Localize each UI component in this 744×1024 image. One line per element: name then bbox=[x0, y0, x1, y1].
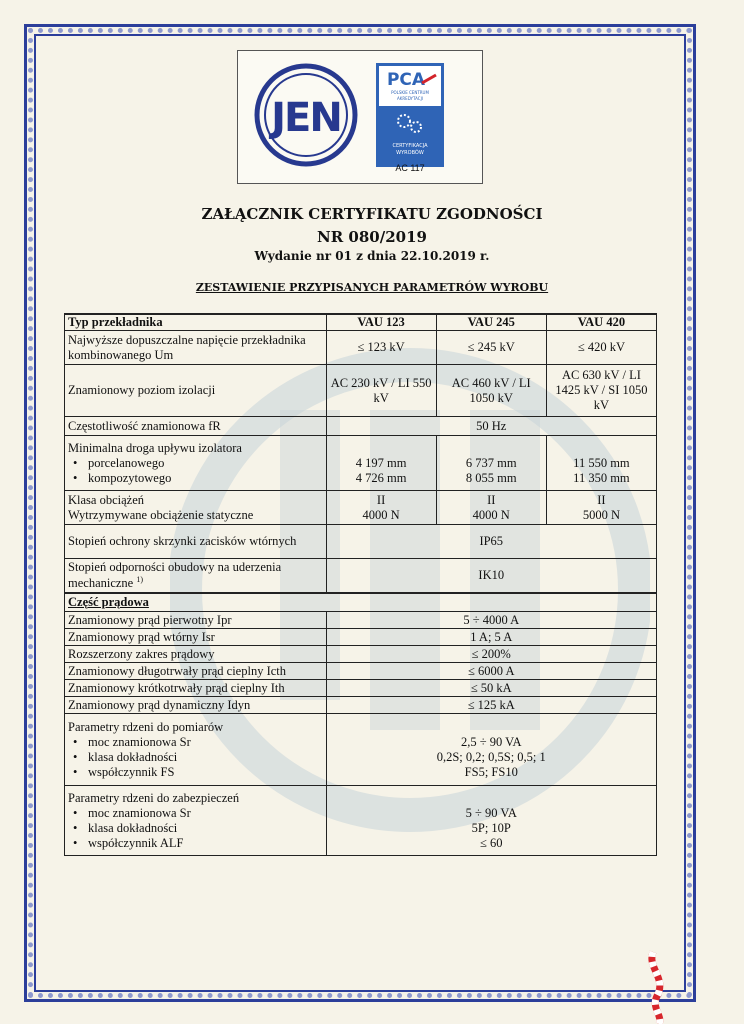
row-label-text: Stopień odporności obudowy na uderzenia mechaniczne bbox=[68, 559, 282, 590]
header-vau123: VAU 123 bbox=[326, 314, 436, 331]
table-row bbox=[65, 559, 657, 593]
cell-line: 8 055 mm bbox=[465, 470, 517, 485]
cell-line: 2,5 ÷ 90 VA bbox=[460, 734, 522, 749]
cell-line: 5000 N bbox=[582, 507, 620, 522]
row-label: Częstotliwość znamionowa fR bbox=[65, 417, 327, 436]
pca-logo bbox=[376, 63, 444, 167]
pca-logo-title: PCA bbox=[386, 70, 426, 90]
row-label: Znamionowy prąd dynamiczny Idyn bbox=[65, 697, 327, 714]
doc-edition: Wydanie nr 01 z dnia 22.10.2019 r. bbox=[254, 249, 490, 263]
table-row bbox=[65, 491, 657, 525]
cell: 50 Hz bbox=[326, 417, 656, 436]
table-row bbox=[65, 436, 657, 491]
cell: 1 A; 5 A bbox=[326, 629, 656, 646]
cell: ≤ 125 kA bbox=[326, 697, 656, 714]
cell-line: II bbox=[376, 492, 386, 507]
cell: ≤ 420 kV bbox=[546, 331, 656, 365]
cell: AC 460 kV / LI 1050 kV bbox=[436, 365, 546, 417]
jen-logo bbox=[254, 63, 358, 167]
row-label: Rozszerzony zakres prądowy bbox=[65, 646, 327, 663]
cell bbox=[326, 491, 436, 525]
svg-text:AKREDYTACJI: AKREDYTACJI bbox=[397, 96, 423, 101]
cell-line: 5 ÷ 90 VA bbox=[465, 805, 517, 820]
cell: ≤ 123 kV bbox=[326, 331, 436, 365]
cell bbox=[436, 491, 546, 525]
cell: AC 230 kV / LI 550 kV bbox=[326, 365, 436, 417]
row-label bbox=[65, 559, 327, 593]
jen-logo-text: JEN bbox=[271, 95, 341, 141]
ribbon-cord bbox=[645, 948, 671, 1024]
svg-text:WYROBÓW: WYROBÓW bbox=[396, 150, 424, 156]
table-row bbox=[65, 331, 657, 365]
table-row bbox=[65, 680, 657, 697]
cell: ≤ 6000 A bbox=[326, 663, 656, 680]
table-row bbox=[65, 714, 657, 786]
bullet-item: • współczynnik FS bbox=[68, 765, 323, 780]
cell-line: 4000 N bbox=[472, 507, 510, 522]
cell-line: 4 197 mm bbox=[355, 455, 407, 470]
table-header-row bbox=[65, 314, 657, 331]
row-label: Znamionowy krótkotrwały prąd cieplny Ith bbox=[65, 680, 327, 697]
cell bbox=[326, 714, 656, 786]
row-label bbox=[65, 786, 327, 856]
cell bbox=[546, 436, 656, 491]
row-label-text: Parametry rdzeni do pomiarów bbox=[68, 719, 224, 734]
cell bbox=[326, 436, 436, 491]
row-label-text: Wytrzymywane obciążenie statyczne bbox=[68, 507, 254, 522]
row-label: Znamionowy długotrwały prąd cieplny Icth bbox=[65, 663, 327, 680]
cell: AC 630 kV / LI 1425 kV / SI 1050 kV bbox=[546, 365, 656, 417]
table-row bbox=[65, 612, 657, 629]
cell-line: 6 737 mm bbox=[465, 455, 517, 470]
cell bbox=[546, 491, 656, 525]
row-label bbox=[65, 714, 327, 786]
cell: ≤ 50 kA bbox=[326, 680, 656, 697]
header-vau420: VAU 420 bbox=[546, 314, 656, 331]
cell-line: FS5; FS10 bbox=[464, 764, 518, 779]
bullet-item: • porcelanowego bbox=[68, 456, 323, 471]
row-label: Znamionowy prąd wtórny Isr bbox=[65, 629, 327, 646]
cell-line: 5P; 10P bbox=[471, 820, 511, 835]
cell-line: II bbox=[487, 492, 496, 507]
table-row bbox=[65, 417, 657, 436]
doc-number: NR 080/2019 bbox=[317, 228, 427, 246]
cell-line: 11 350 mm bbox=[573, 470, 630, 485]
row-label: Znamionowy poziom izolacji bbox=[65, 365, 327, 417]
cell-line: 11 550 mm bbox=[573, 455, 630, 470]
pca-code: AC 117 bbox=[395, 163, 425, 173]
cell: ≤ 200% bbox=[326, 646, 656, 663]
bullet-item: • moc znamionowa Sr bbox=[68, 806, 323, 821]
table-row bbox=[65, 697, 657, 714]
bullet-item: • klasa dokładności bbox=[68, 821, 323, 836]
table-row bbox=[65, 786, 657, 856]
cell-line: 4 726 mm bbox=[355, 470, 407, 485]
doc-title: ZAŁĄCZNIK CERTYFIKATU ZGODNOŚCI bbox=[201, 205, 543, 223]
table-row bbox=[65, 629, 657, 646]
table-row bbox=[65, 663, 657, 680]
cell-line: II bbox=[597, 492, 606, 507]
cell: 5 ÷ 4000 A bbox=[326, 612, 656, 629]
table-row bbox=[65, 525, 657, 559]
row-label bbox=[65, 436, 327, 491]
section-heading: Część prądowa bbox=[65, 593, 657, 612]
cell-line: 0,2S; 0,2; 0,5S; 0,5; 1 bbox=[436, 749, 546, 764]
row-label: Stopień ochrony skrzynki zacisków wtórnych bbox=[65, 525, 327, 559]
cell-line: 4000 N bbox=[362, 507, 400, 522]
cell bbox=[436, 436, 546, 491]
logo-box bbox=[237, 50, 483, 184]
row-label-text: Klasa obciążeń bbox=[68, 492, 145, 507]
row-label-text: Minimalna droga upływu izolatora bbox=[68, 440, 242, 455]
bullet-item: • współczynnik ALF bbox=[68, 836, 323, 851]
row-label-text: Parametry rdzeni do zabezpieczeń bbox=[68, 790, 240, 805]
bullet-item: • klasa dokładności bbox=[68, 750, 323, 765]
table-row bbox=[65, 365, 657, 417]
cell: IK10 bbox=[326, 559, 656, 593]
table-row bbox=[65, 646, 657, 663]
footnote-marker: 1) bbox=[136, 574, 144, 584]
header-type: Typ przekładnika bbox=[65, 314, 327, 331]
pca-logo-subtitle: POLSKIE CENTRUM bbox=[391, 90, 429, 95]
row-label: Znamionowy prąd pierwotny Ipr bbox=[65, 612, 327, 629]
bullet-item: • moc znamionowa Sr bbox=[68, 735, 323, 750]
row-label bbox=[65, 491, 327, 525]
cell bbox=[326, 786, 656, 856]
cell-line: ≤ 60 bbox=[480, 835, 503, 850]
section-row bbox=[65, 593, 657, 612]
header-vau245: VAU 245 bbox=[436, 314, 546, 331]
pca-logo-cert: CERTYFIKACJA bbox=[392, 143, 428, 149]
parameters-table bbox=[64, 313, 657, 856]
bullet-item: • kompozytowego bbox=[68, 471, 323, 486]
doc-subtitle: ZESTAWIENIE PRZYPISANYCH PARAMETRÓW WYROBU bbox=[195, 281, 549, 294]
cell: ≤ 245 kV bbox=[436, 331, 546, 365]
row-label: Najwyższe dopuszczalne napięcie przekładnika kombinowanego Um bbox=[65, 331, 327, 365]
cell: IP65 bbox=[326, 525, 656, 559]
